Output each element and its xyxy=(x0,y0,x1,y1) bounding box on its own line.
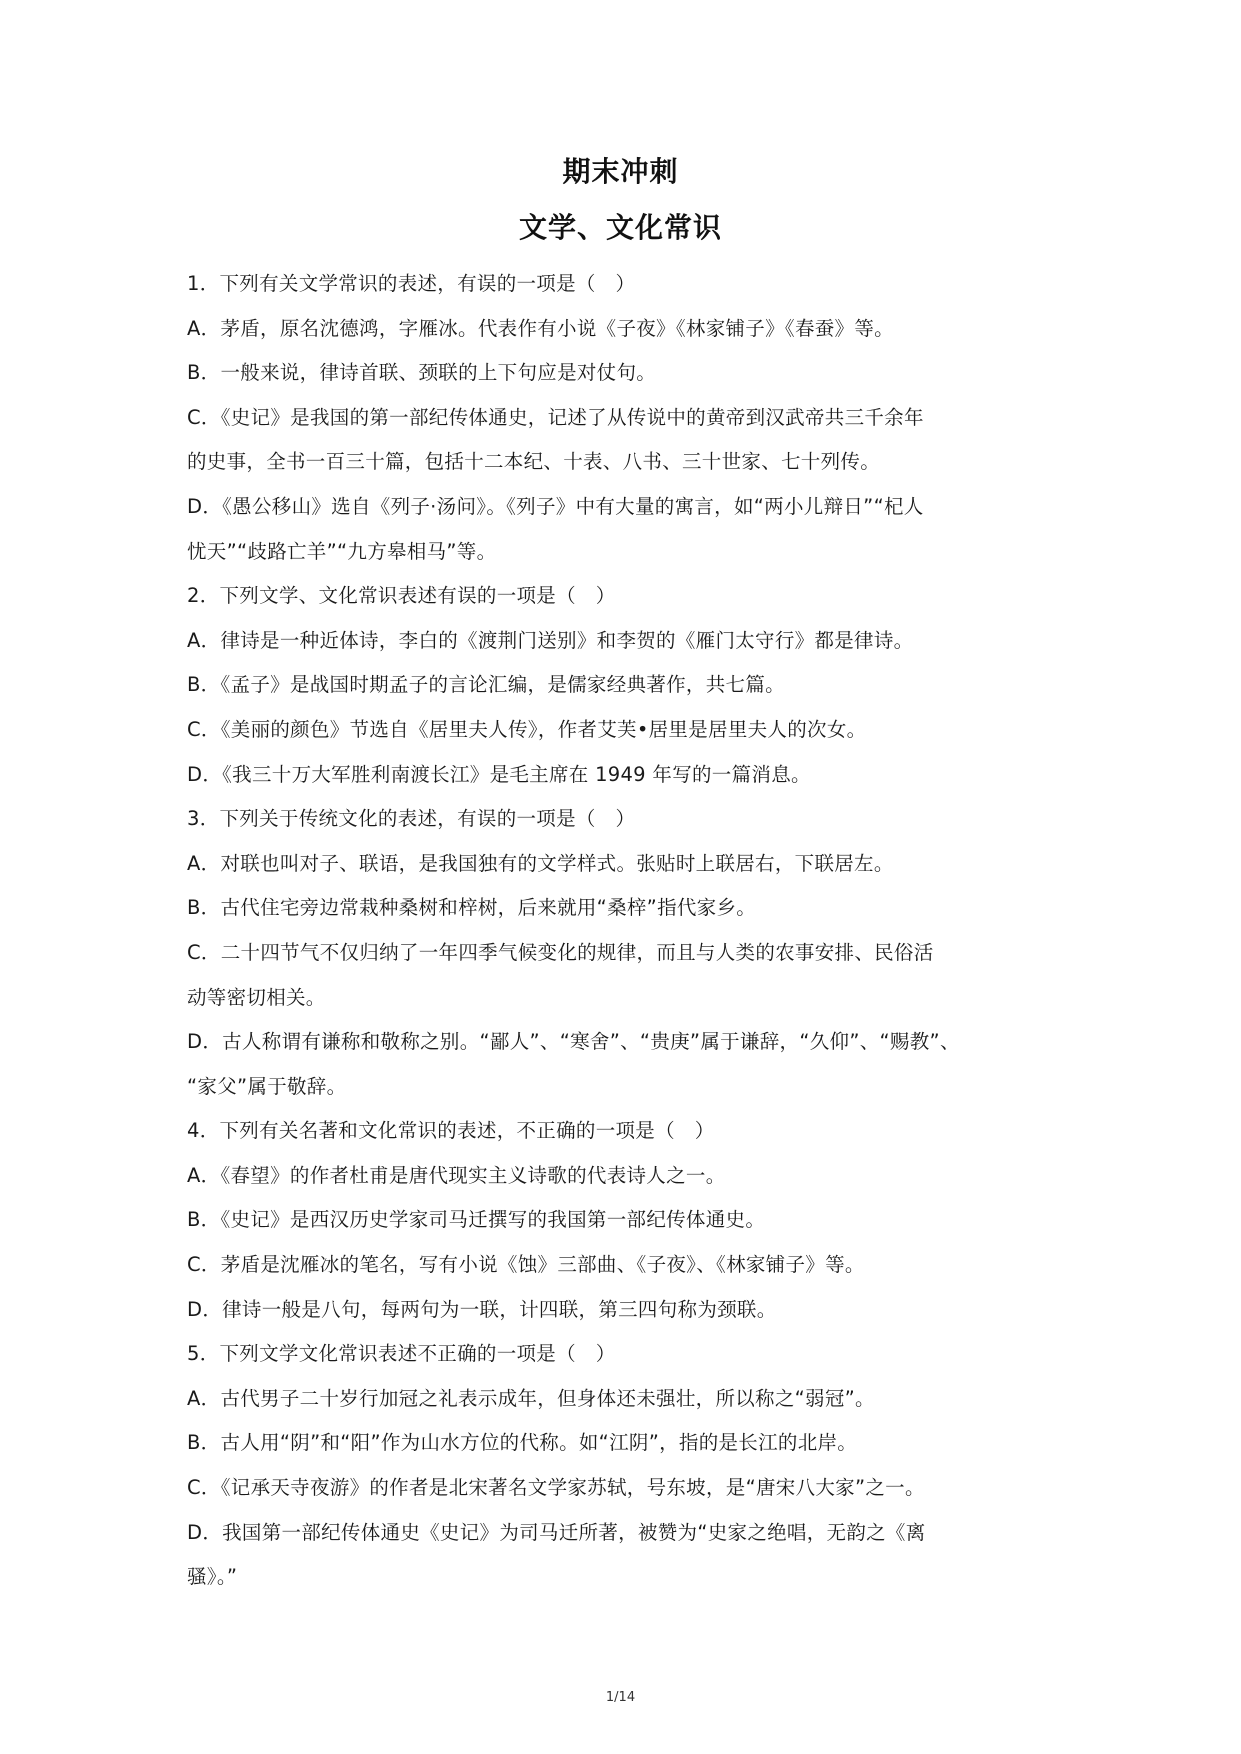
question-2-option-c: C．《美丽的颜色》节选自《居里夫人传》，作者艾芙•居里是居里夫人的次女。 xyxy=(187,717,867,741)
question-4-stem: 4．下列有关名著和文化常识的表述，不正确的一项是（ ） xyxy=(187,1119,715,1143)
question-2-stem: 2．下列文学、文化常识表述有误的一项是（ ） xyxy=(187,584,616,608)
question-3-option-c: C．二十四节气不仅归纳了一年四季气候变化的规律，而且与人类的农事安排、民俗活 xyxy=(187,940,934,964)
question-1-stem: 1．下列有关文学常识的表述，有误的一项是（ ） xyxy=(187,272,636,295)
question-2-option-b: B．《孟子》是战国时期孟子的言论汇编，是儒家经典著作，共七篇。 xyxy=(187,673,785,697)
question-4-option-a: A．《春望》的作者杜甫是唐代现实主义诗歌的代表诗人之一。 xyxy=(187,1163,726,1187)
question-1-option-c: C．《史记》是我国的第一部纪传体通史，记述了从传说中的黄帝到汉武帝共三千余年 xyxy=(187,405,924,429)
question-1-option-c-cont: 的史事，全书一百三十篇，包括十二本纪、十表、八书、三十世家、七十列传。 xyxy=(187,450,881,474)
question-4-option-b: B．《史记》是西汉历史学家司马迁撰写的我国第一部纪传体通史。 xyxy=(187,1208,766,1232)
question-3-option-b: B．古代住宅旁边常栽种桑树和梓树，后来就用“桑梓”指代家乡。 xyxy=(187,896,757,920)
page-number: 1/14 xyxy=(605,1690,636,1705)
question-3-option-c-cont: 动等密切相关。 xyxy=(187,985,326,1009)
question-5-option-c: C．《记承天寺夜游》的作者是北宋著名文学家苏轼，号东坡，是“唐宋八大家”之一。 xyxy=(187,1476,925,1500)
question-1-option-b: B．一般来说，律诗首联、颈联的上下句应是对仗句。 xyxy=(187,361,657,385)
question-5-stem: 5．下列文学文化常识表述不正确的一项是（ ） xyxy=(187,1342,616,1366)
question-3-option-d: D．古人称谓有谦称和敬称之别。“鄙人”、“寒舍”、“贵庚”属于谦辞，“久仰”、“赐教”、 xyxy=(187,1030,960,1054)
question-body xyxy=(187,262,1067,1600)
question-5-option-a: A．古代男子二十岁行加冠之礼表示成年，但身体还未强壮，所以称之“弱冠”。 xyxy=(187,1386,875,1410)
question-5-option-b: B．古人用“阴”和“阳”作为山水方位的代称。如“江阴”，指的是长江的北岸。 xyxy=(187,1431,858,1455)
question-3-stem: 3．下列关于传统文化的表述，有误的一项是（ ） xyxy=(187,807,636,831)
page-title: 期末冲刺 xyxy=(562,155,679,188)
question-1-option-a: A．茅盾，原名沈德鸿，字雁冰。代表作有小说《子夜》《林家铺子》《春蚕》等。 xyxy=(187,316,894,340)
question-2-option-a: A．律诗是一种近体诗，李白的《渡荆门送别》和李贺的《雁门太守行》都是律诗。 xyxy=(187,628,914,652)
question-4-option-c: C．茅盾是沈雁冰的笔名，写有小说《蚀》三部曲、《子夜》、《林家铺子》等。 xyxy=(187,1253,865,1277)
question-5-option-d-cont: 骚》。” xyxy=(187,1565,238,1589)
question-1-option-d-cont: 忧天”“歧路亡羊”“九方皋相马”等。 xyxy=(187,539,497,563)
question-3-option-d-cont: “家父”属于敬辞。 xyxy=(187,1074,347,1098)
question-1-option-d: D．《愚公移山》选自《列子·汤问》。《列子》中有大量的寓言，如“两小儿辩日”“杞人 xyxy=(187,494,924,518)
question-3-option-a: A．对联也叫对子、联语，是我国独有的文学样式。张贴时上联居右，下联居左。 xyxy=(187,851,894,875)
question-2-option-d: D．《我三十万大军胜利南渡长江》是毛主席在 1949 年写的一篇消息。 xyxy=(187,762,811,786)
question-4-option-d: D．律诗一般是八句，每两句为一联，计四联，第三四句称为颈联。 xyxy=(187,1297,777,1321)
question-5-option-d: D．我国第一部纪传体通史《史记》为司马迁所著，被赞为“史家之绝唱，无韵之《离 xyxy=(187,1520,926,1544)
page-subtitle: 文学、文化常识 xyxy=(518,211,722,244)
